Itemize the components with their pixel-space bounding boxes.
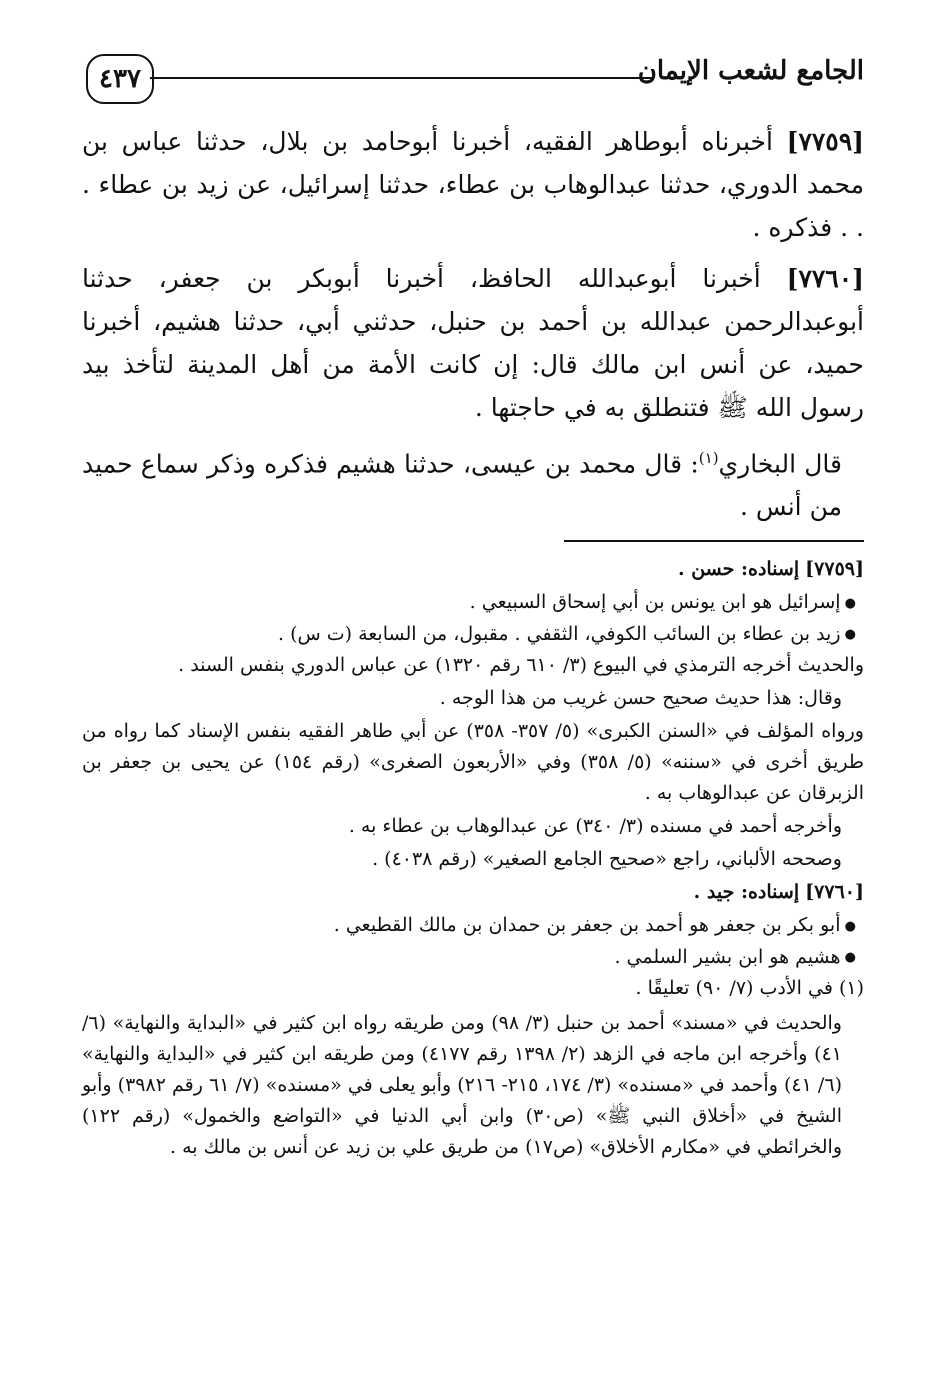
footnote-separator <box>564 540 864 542</box>
footnote-ref: [٧٧٥٩] <box>805 558 864 581</box>
hadith-text: أخبرناه أبوطاهر الفقيه، أخبرنا أبوحامد بن بلال، حدثنا عباس بن محمد الدوري، حدثنا عبدالوهاب بن عطاء، حدثنا إسرائيل، عن زيد بن عطاء . . . فذكره . <box>82 127 864 242</box>
book-title: الجامع لشعب الإيمان <box>637 56 864 86</box>
footnotes <box>82 554 864 1163</box>
footnote-text: وصححه الألباني، راجع «صحيح الجامع الصغير» (رقم ٤٠٣٨) . <box>372 848 842 871</box>
hadith-number: [٧٧٥٩] <box>786 127 864 156</box>
footnote-7760-bullets <box>82 910 864 973</box>
footnote-grade: إسناده: جيد . <box>693 881 800 904</box>
footnote-marker: (١) <box>698 449 719 467</box>
page-content <box>82 120 864 1165</box>
footnote-text: والحديث في «مسند» أحمد بن حنبل (٣/ ٩٨) ومن طريقه رواه ابن كثير في «البداية والنهاية» (٦/ ٤١) وأخرجه ابن ماجه في الزهد (٢/ ١٣٩٨ رقم ٤١٧٧) ومن طريقه ابن كثير في «البداية والنهاية» (٦/ ٤١) وأحمد في «مسنده» (٣/ ١٧٤، ٢١٥- ٢١٦) وأبو يعلى في «مسنده» (٧/ ٦١ رقم ٣٩٨٢) وأبو الشيخ في «أخلاق النبي ﷺ» (ص٣٠) وابن أبي الدنيا في «التواضع والخمول» (رقم ١٢٢) والخرائطي في «مكارم الأخلاق» (ص١٧) من طريق علي بن زيد عن أنس بن مالك به . <box>82 1012 842 1159</box>
footnote-ref: [٧٧٦٠] <box>805 881 864 904</box>
header-rule <box>150 77 654 79</box>
bukhari-note-a: قال البخاري <box>718 449 843 479</box>
list-item: ● هشيم هو ابن بشير السلمي . <box>82 942 864 974</box>
hadith-7759 <box>82 120 864 249</box>
footnote-grade: إسناده: حسن . <box>677 558 800 581</box>
list-item: ● زيد بن عطاء بن السائب الكوفي، الثقفي . مقبول، من السابعة (ت س) . <box>82 619 864 651</box>
page-header <box>82 38 864 114</box>
main-text <box>82 120 864 528</box>
footnote-text: ورواه المؤلف في «السنن الكبرى» (٥/ ٣٥٧- ٣٥٨) عن أبي طاهر الفقيه بنفس الإسناد كما رواه من طريق أخرى في «سننه» (٥/ ٣٥٨) وفي «الأربعون الصغرى» (رقم ١٥٤) عن يحيى بن جعفر بن الزبرقان عن عبدالوهاب به . <box>82 720 864 805</box>
footnote-1: (١) في الأدب (٧/ ٩٠) تعليقًا . <box>635 977 864 1000</box>
page-number: ٤٣٧ <box>86 54 154 104</box>
bukhari-note <box>82 437 864 528</box>
bukhari-note-b: : قال محمد بن عيسى، حدثنا هشيم فذكره وذكر سماع حميد من أنس . <box>82 449 842 522</box>
footnote-text: وقال: هذا حديث صحيح حسن غريب من هذا الوجه . <box>439 687 842 710</box>
hadith-number: [٧٧٦٠] <box>786 264 864 293</box>
list-item: ● أبو بكر بن جعفر هو أحمد بن جعفر بن حمدان بن مالك القطيعي . <box>82 910 864 942</box>
footnote-7759-bullets <box>82 587 864 650</box>
footnote-7759-head <box>82 554 864 585</box>
list-item: ● إسرائيل هو ابن يونس بن أبي إسحاق السبيعي . <box>82 587 864 619</box>
footnote-text: والحديث أخرجه الترمذي في البيوع (٣/ ٦١٠ رقم ١٣٢٠) عن عباس الدوري بنفس السند . <box>178 654 864 677</box>
footnote-text: وأخرجه أحمد في مسنده (٣/ ٣٤٠) عن عبدالوهاب بن عطاء به . <box>348 815 842 838</box>
hadith-7760 <box>82 257 864 429</box>
hadith-text: أخبرنا أبوعبدالله الحافظ، أخبرنا أبوبكر بن جعفر، حدثنا أبوعبدالرحمن عبدالله بن أحمد بن حنبل، حدثني أبي، حدثنا هشيم، أخبرنا حميد، عن أنس ابن مالك قال: إن كانت الأمة من أهل المدينة لتأخذ بيد رسول الله ﷺ فتنطلق به في حاجتها . <box>82 264 864 422</box>
footnote-7760-head <box>82 877 864 908</box>
